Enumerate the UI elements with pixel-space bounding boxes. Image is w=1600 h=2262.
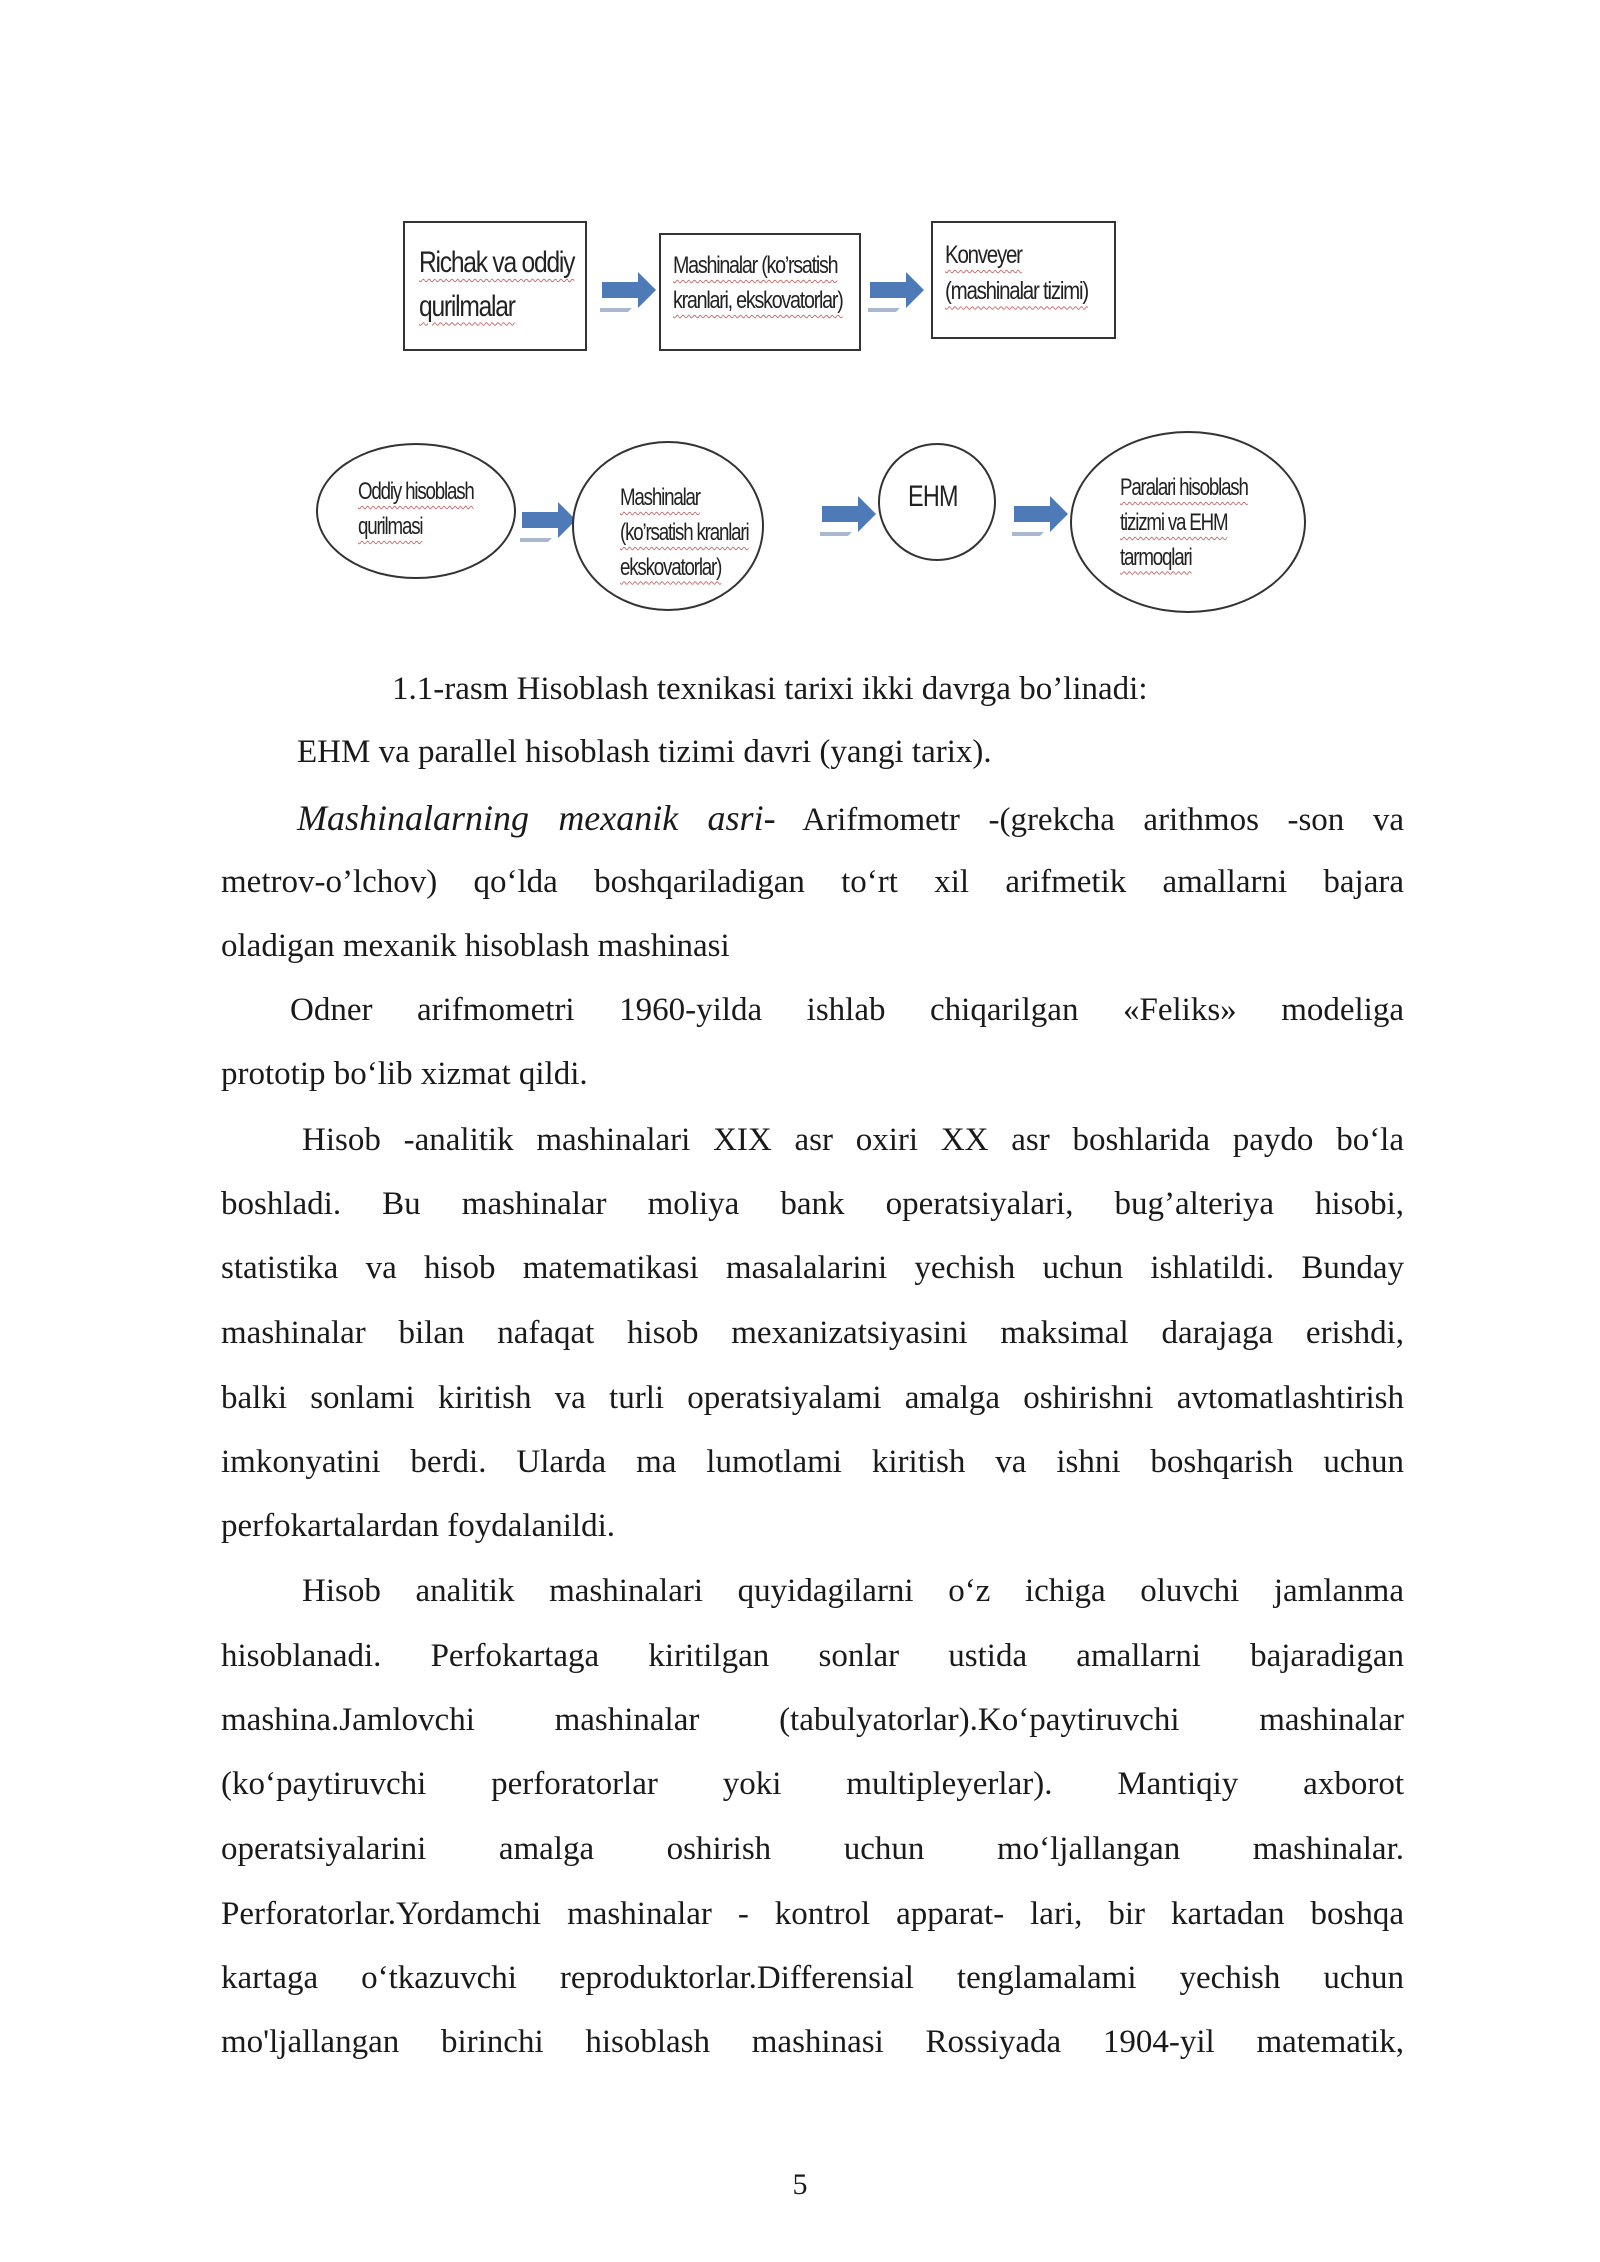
diagram-ellipse-simple-device-line2: qurilmasi — [358, 512, 423, 540]
diagram-box-conveyor — [931, 221, 1116, 339]
ehm-period-line: EHM va parallel hisoblash tizimi davri (yangi tarix). — [297, 734, 992, 770]
diagram-box-levers-line2: qurilmalar — [419, 289, 515, 323]
diagram-ellipse-simple-device — [316, 443, 516, 579]
analytic-line3: statistika va hisob matematikasi masalalarini yechish uchun ishlatildi. Bunday — [221, 1250, 1404, 1286]
components-line5: operatsiyalarini amalga oshirish uchun mo‘ljallangan mashinalar. — [221, 1831, 1404, 1867]
components-line7: kartaga o‘tkazuvchi reproduktorlar.Differensial tenglamalami yechish uchun — [221, 1960, 1404, 1996]
components-line6: Perforatorlar.Yordamchi mashinalar - kontrol apparat- lari, bir kartadan boshqa — [221, 1896, 1404, 1932]
diagram-ellipse-parallel — [1070, 431, 1306, 613]
analytic-line1: Hisob -analitik mashinalari XIX asr oxiri XX asr boshlarida paydo bo‘la — [302, 1122, 1404, 1158]
diagram-ellipse-machines-line1: Mashinalar — [620, 484, 700, 511]
diagram-ellipse-ehm — [878, 443, 996, 561]
arrow-right-icon — [598, 268, 660, 316]
diagram-box-machines-line2: kranlari, ekskovatorlar) — [673, 286, 843, 314]
components-line1: Hisob analitik mashinalari quyidagilarni o‘z ichiga oluvchi jamlanma — [302, 1573, 1404, 1609]
arrow-right-icon — [518, 498, 580, 546]
mechanical-lead: Mashinalarning mexanik asri- — [297, 798, 776, 838]
arrow-right-icon — [818, 492, 880, 540]
mechanical-line2: metrov-o’lchov) qo‘lda boshqariladigan to‘rt xil arifmetik amallarni bajara — [221, 864, 1404, 900]
components-line2: hisoblanadi. Perfokartaga kiritilgan sonlar ustida amallarni bajaradigan — [221, 1638, 1404, 1674]
analytic-line2: boshladi. Bu mashinalar moliya bank operatsiyalari, bug’alteriya hisobi, — [221, 1186, 1404, 1222]
mechanical-line3: oladigan mexanik hisoblash mashinasi — [221, 928, 730, 964]
diagram-box-machines-line1: Mashinalar (ko’rsatish — [673, 252, 838, 279]
odner-line2: prototip bo‘lib xizmat qildi. — [221, 1056, 588, 1092]
diagram-box-levers — [403, 221, 587, 351]
diagram-ellipse-ehm-label: EHM — [908, 480, 958, 513]
diagram-ellipse-parallel-line3: tarmoqlari — [1120, 543, 1192, 571]
analytic-line4: mashinalar bilan nafaqat hisob mexanizatsiyasini maksimal darajaga erishdi, — [221, 1315, 1404, 1351]
diagram-ellipse-simple-device-line1: Oddiy hisoblash — [358, 478, 474, 505]
figure-caption: 1.1-rasm Hisoblash texnikasi tarixi ikki davrga bo’linadi: — [392, 671, 1148, 707]
page-number: 5 — [792, 2168, 808, 2201]
arrow-right-icon — [1010, 492, 1072, 540]
diagram-ellipse-machines — [572, 441, 764, 611]
components-line3: mashina.Jamlovchi mashinalar (tabulyatorlar).Ko‘paytiruvchi mashinalar — [221, 1702, 1404, 1738]
mechanical-line1 — [297, 786, 1404, 852]
diagram-box-machines — [659, 233, 861, 351]
analytic-line5: balki sonlami kiritish va turli operatsiyalami amalga oshirishni avtomatlashtirish — [221, 1380, 1404, 1416]
diagram-ellipse-parallel-line2: tizizmi va EHM — [1120, 508, 1228, 536]
diagram-ellipse-machines-line3: ekskovatorlar) — [620, 553, 722, 581]
diagram-box-conveyor-line1: Konveyer — [945, 241, 1022, 269]
components-line8: mo'ljallangan birinchi hisoblash mashinasi Rossiyada 1904-yil matematik, — [221, 2024, 1404, 2060]
diagram-ellipse-parallel-line1: Paralari hisoblash — [1120, 474, 1248, 501]
analytic-line7: perfokartalardan foydalanildi. — [221, 1508, 615, 1544]
components-line4: (ko‘paytiruvchi perforatorlar yoki multipleyerlar). Mantiqiy axborot — [221, 1766, 1404, 1802]
diagram-ellipse-machines-line2: (ko’rsatish kranlari — [620, 518, 749, 546]
analytic-line6: imkonyatini berdi. Ularda ma lumotlami kiritish va ishni boshqarish uchun — [221, 1444, 1404, 1480]
mechanical-line1-rest: Arifmometr -(grekcha arithmos -son va — [802, 802, 1404, 838]
diagram-box-levers-line1: Richak va oddiy — [419, 246, 575, 279]
arrow-right-icon — [866, 268, 928, 316]
diagram-box-conveyor-line2: (mashinalar tizimi) — [945, 277, 1088, 306]
odner-line1: Odner arifmometri 1960-yilda ishlab chiqarilgan «Feliks» modeliga — [290, 992, 1404, 1028]
